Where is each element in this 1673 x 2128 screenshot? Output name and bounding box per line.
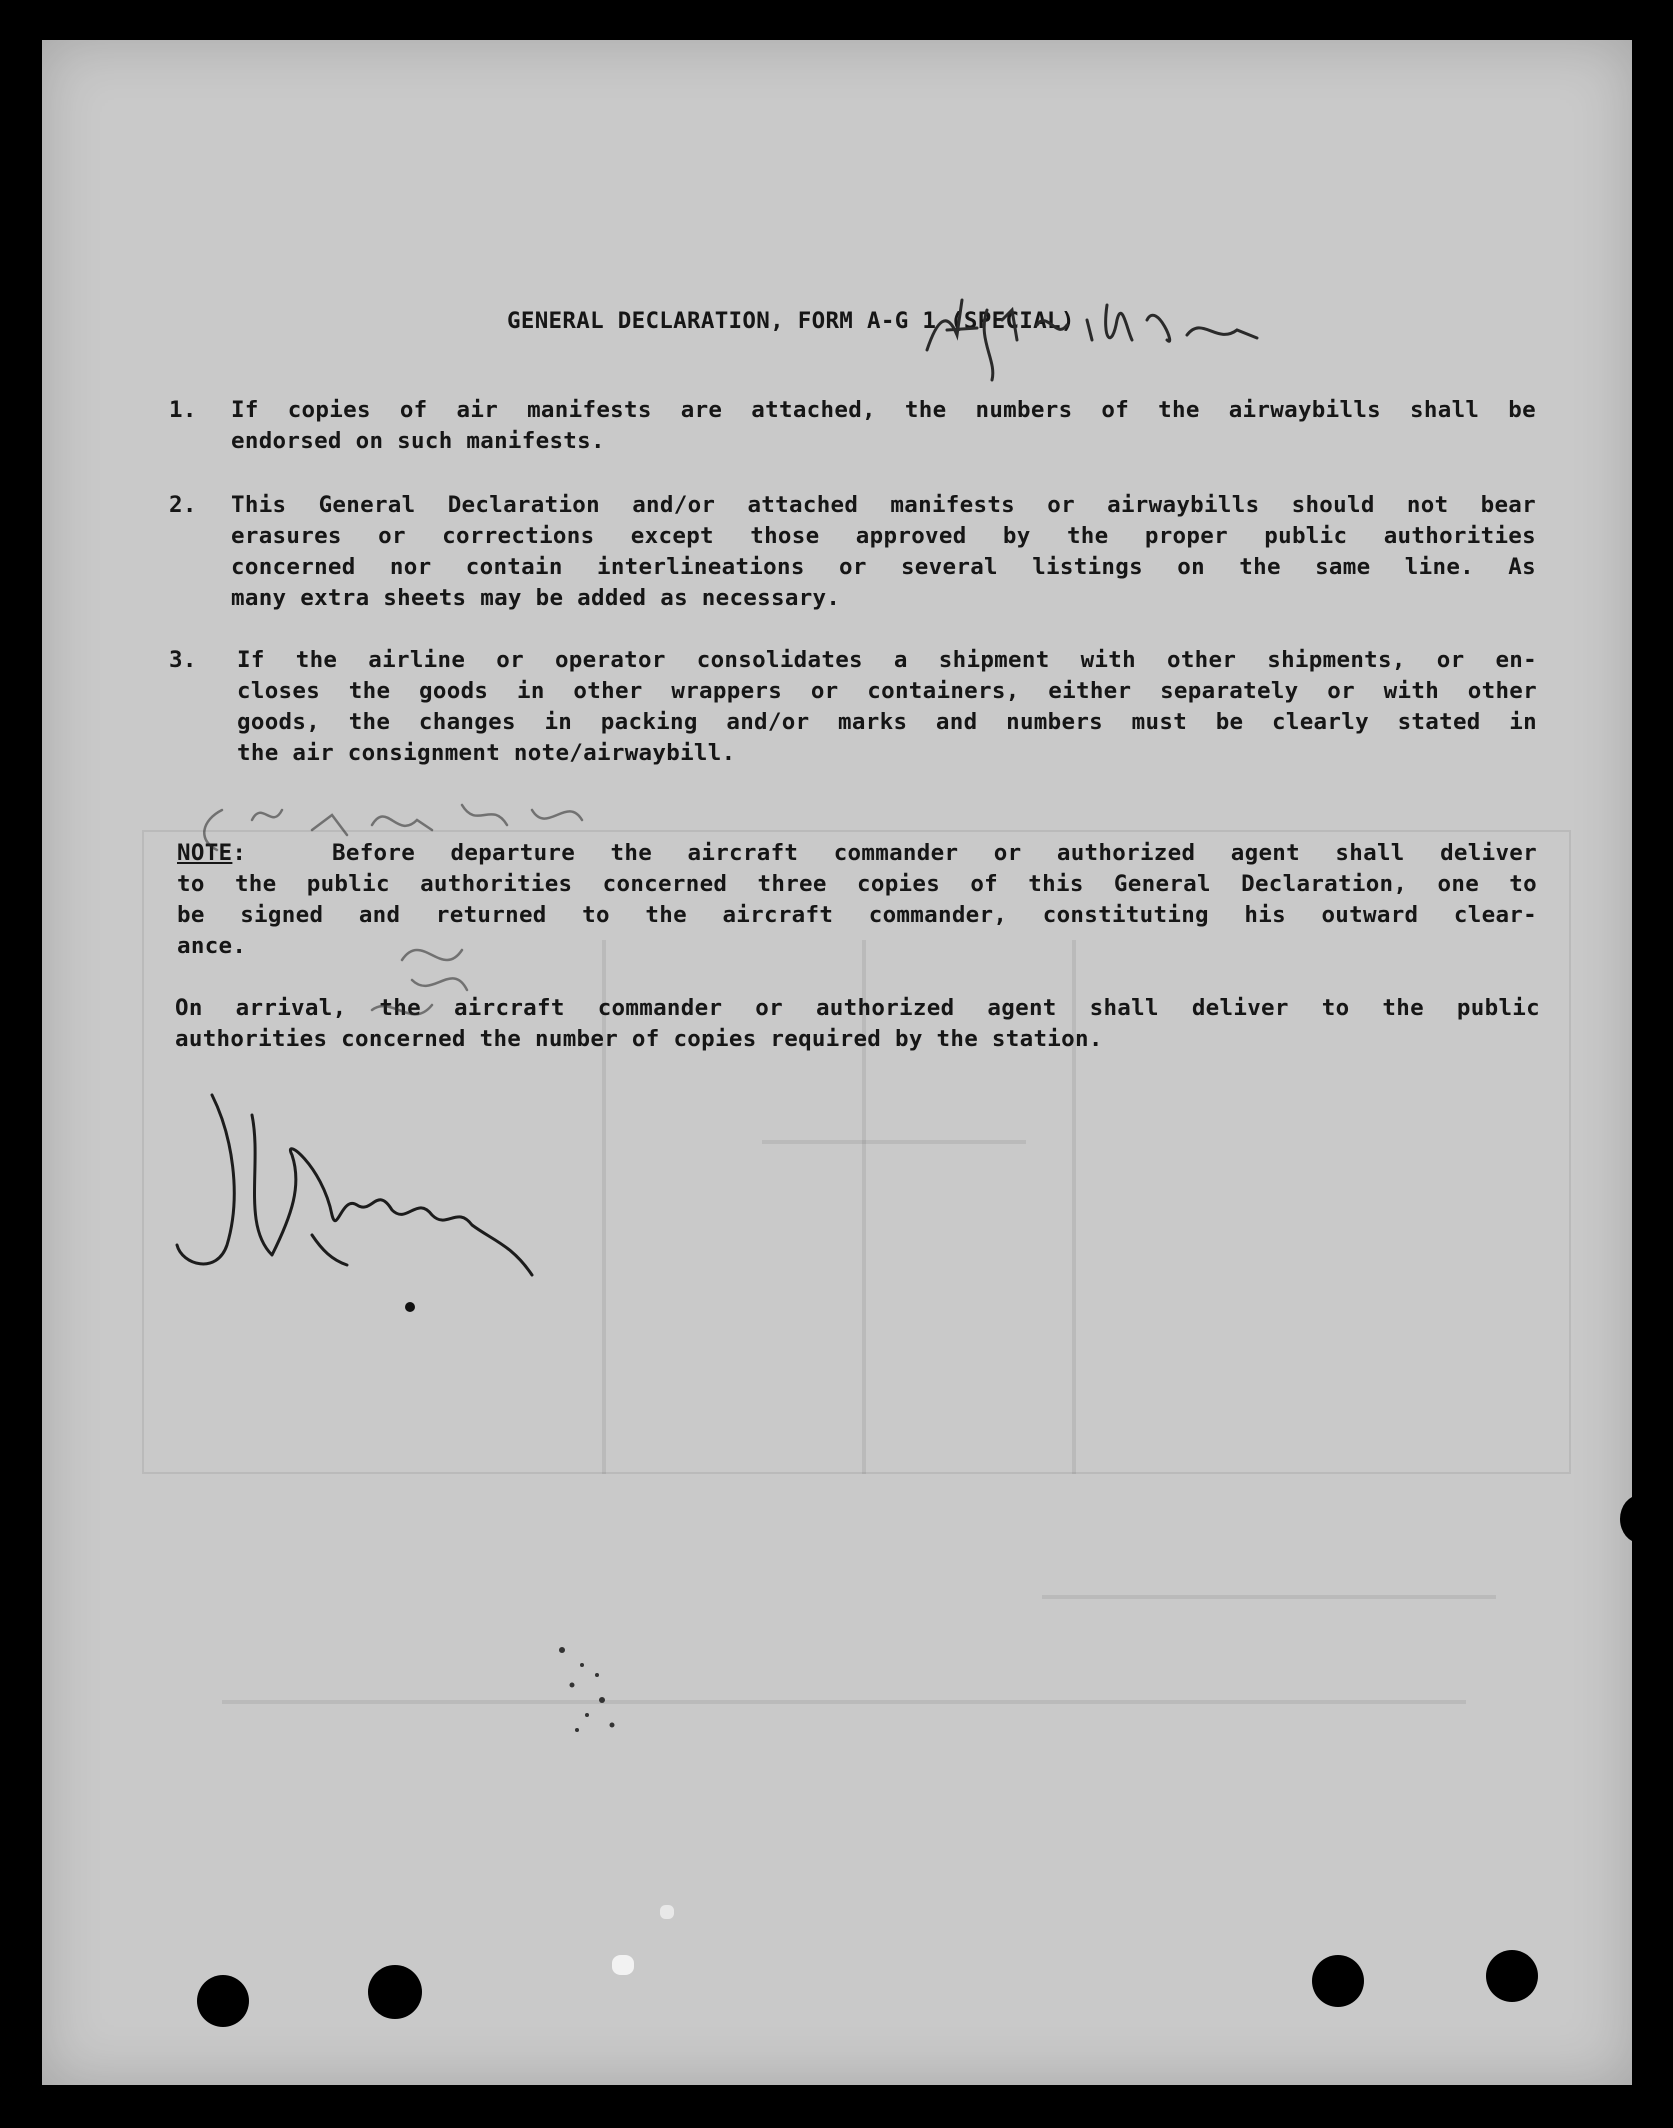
note-label: NOTE <box>177 840 233 866</box>
arrival-line: authorities concerned the number of copies required by the station. <box>175 1026 1103 1052</box>
item-line: If copies of air manifests are attached, the numbers of the airwaybills shall be <box>231 397 1536 423</box>
item-line: the air consignment note/airwaybill. <box>237 740 736 766</box>
item-number: 3. <box>169 647 197 673</box>
punch-hole <box>1312 1955 1364 2007</box>
arrival-line: On arrival, the aircraft commander or authorized agent shall deliver to the public <box>175 995 1540 1021</box>
handwritten-annotation <box>917 280 1277 390</box>
note-line: be signed and returned to the aircraft commander, constituting his outward clear- <box>177 902 1537 928</box>
form-title: GENERAL DECLARATION, FORM A-G 1 (SPECIAL) <box>507 308 1075 334</box>
item-line: If the airline or operator consolidates a shipment with other shipments, or en- <box>237 647 1537 673</box>
item-line: many extra sheets may be added as necessary. <box>231 585 841 611</box>
punch-hole <box>368 1965 422 2019</box>
paper-specks <box>542 1630 662 1750</box>
item-line: concerned nor contain interlineations or several listings on the same line. As <box>231 554 1536 580</box>
document-page <box>42 40 1632 2085</box>
white-speck <box>660 1905 674 1919</box>
item-line: This General Declaration and/or attached manifests or airwaybills should not bear <box>231 492 1536 518</box>
punch-hole <box>197 1975 249 2027</box>
bleed-through-rule <box>222 1700 1466 1704</box>
item-line: closes the goods in other wrappers or containers, either separately or with other <box>237 678 1537 704</box>
note-line: to the public authorities concerned three copies of this General Declaration, one to <box>177 871 1537 897</box>
note-line: Before departure the aircraft commander or authorized agent shall deliver <box>332 840 1537 866</box>
bleed-through-rule <box>1042 1595 1496 1599</box>
item-line: endorsed on such manifests. <box>231 428 605 454</box>
bleed-through-column <box>762 1140 1026 1144</box>
note-colon: : <box>232 840 247 866</box>
item-line: goods, the changes in packing and/or marks and numbers must be clearly stated in <box>237 709 1537 735</box>
punch-hole <box>1486 1950 1538 2002</box>
signature <box>172 1075 632 1315</box>
punch-hole <box>1620 1495 1632 1543</box>
margin-annotation <box>172 760 692 1050</box>
note-line: ance. <box>177 933 247 959</box>
white-speck <box>612 1955 634 1975</box>
item-line: erasures or corrections except those approved by the proper public authorities <box>231 523 1536 549</box>
item-number: 1. <box>169 397 197 423</box>
item-number: 2. <box>169 492 197 518</box>
